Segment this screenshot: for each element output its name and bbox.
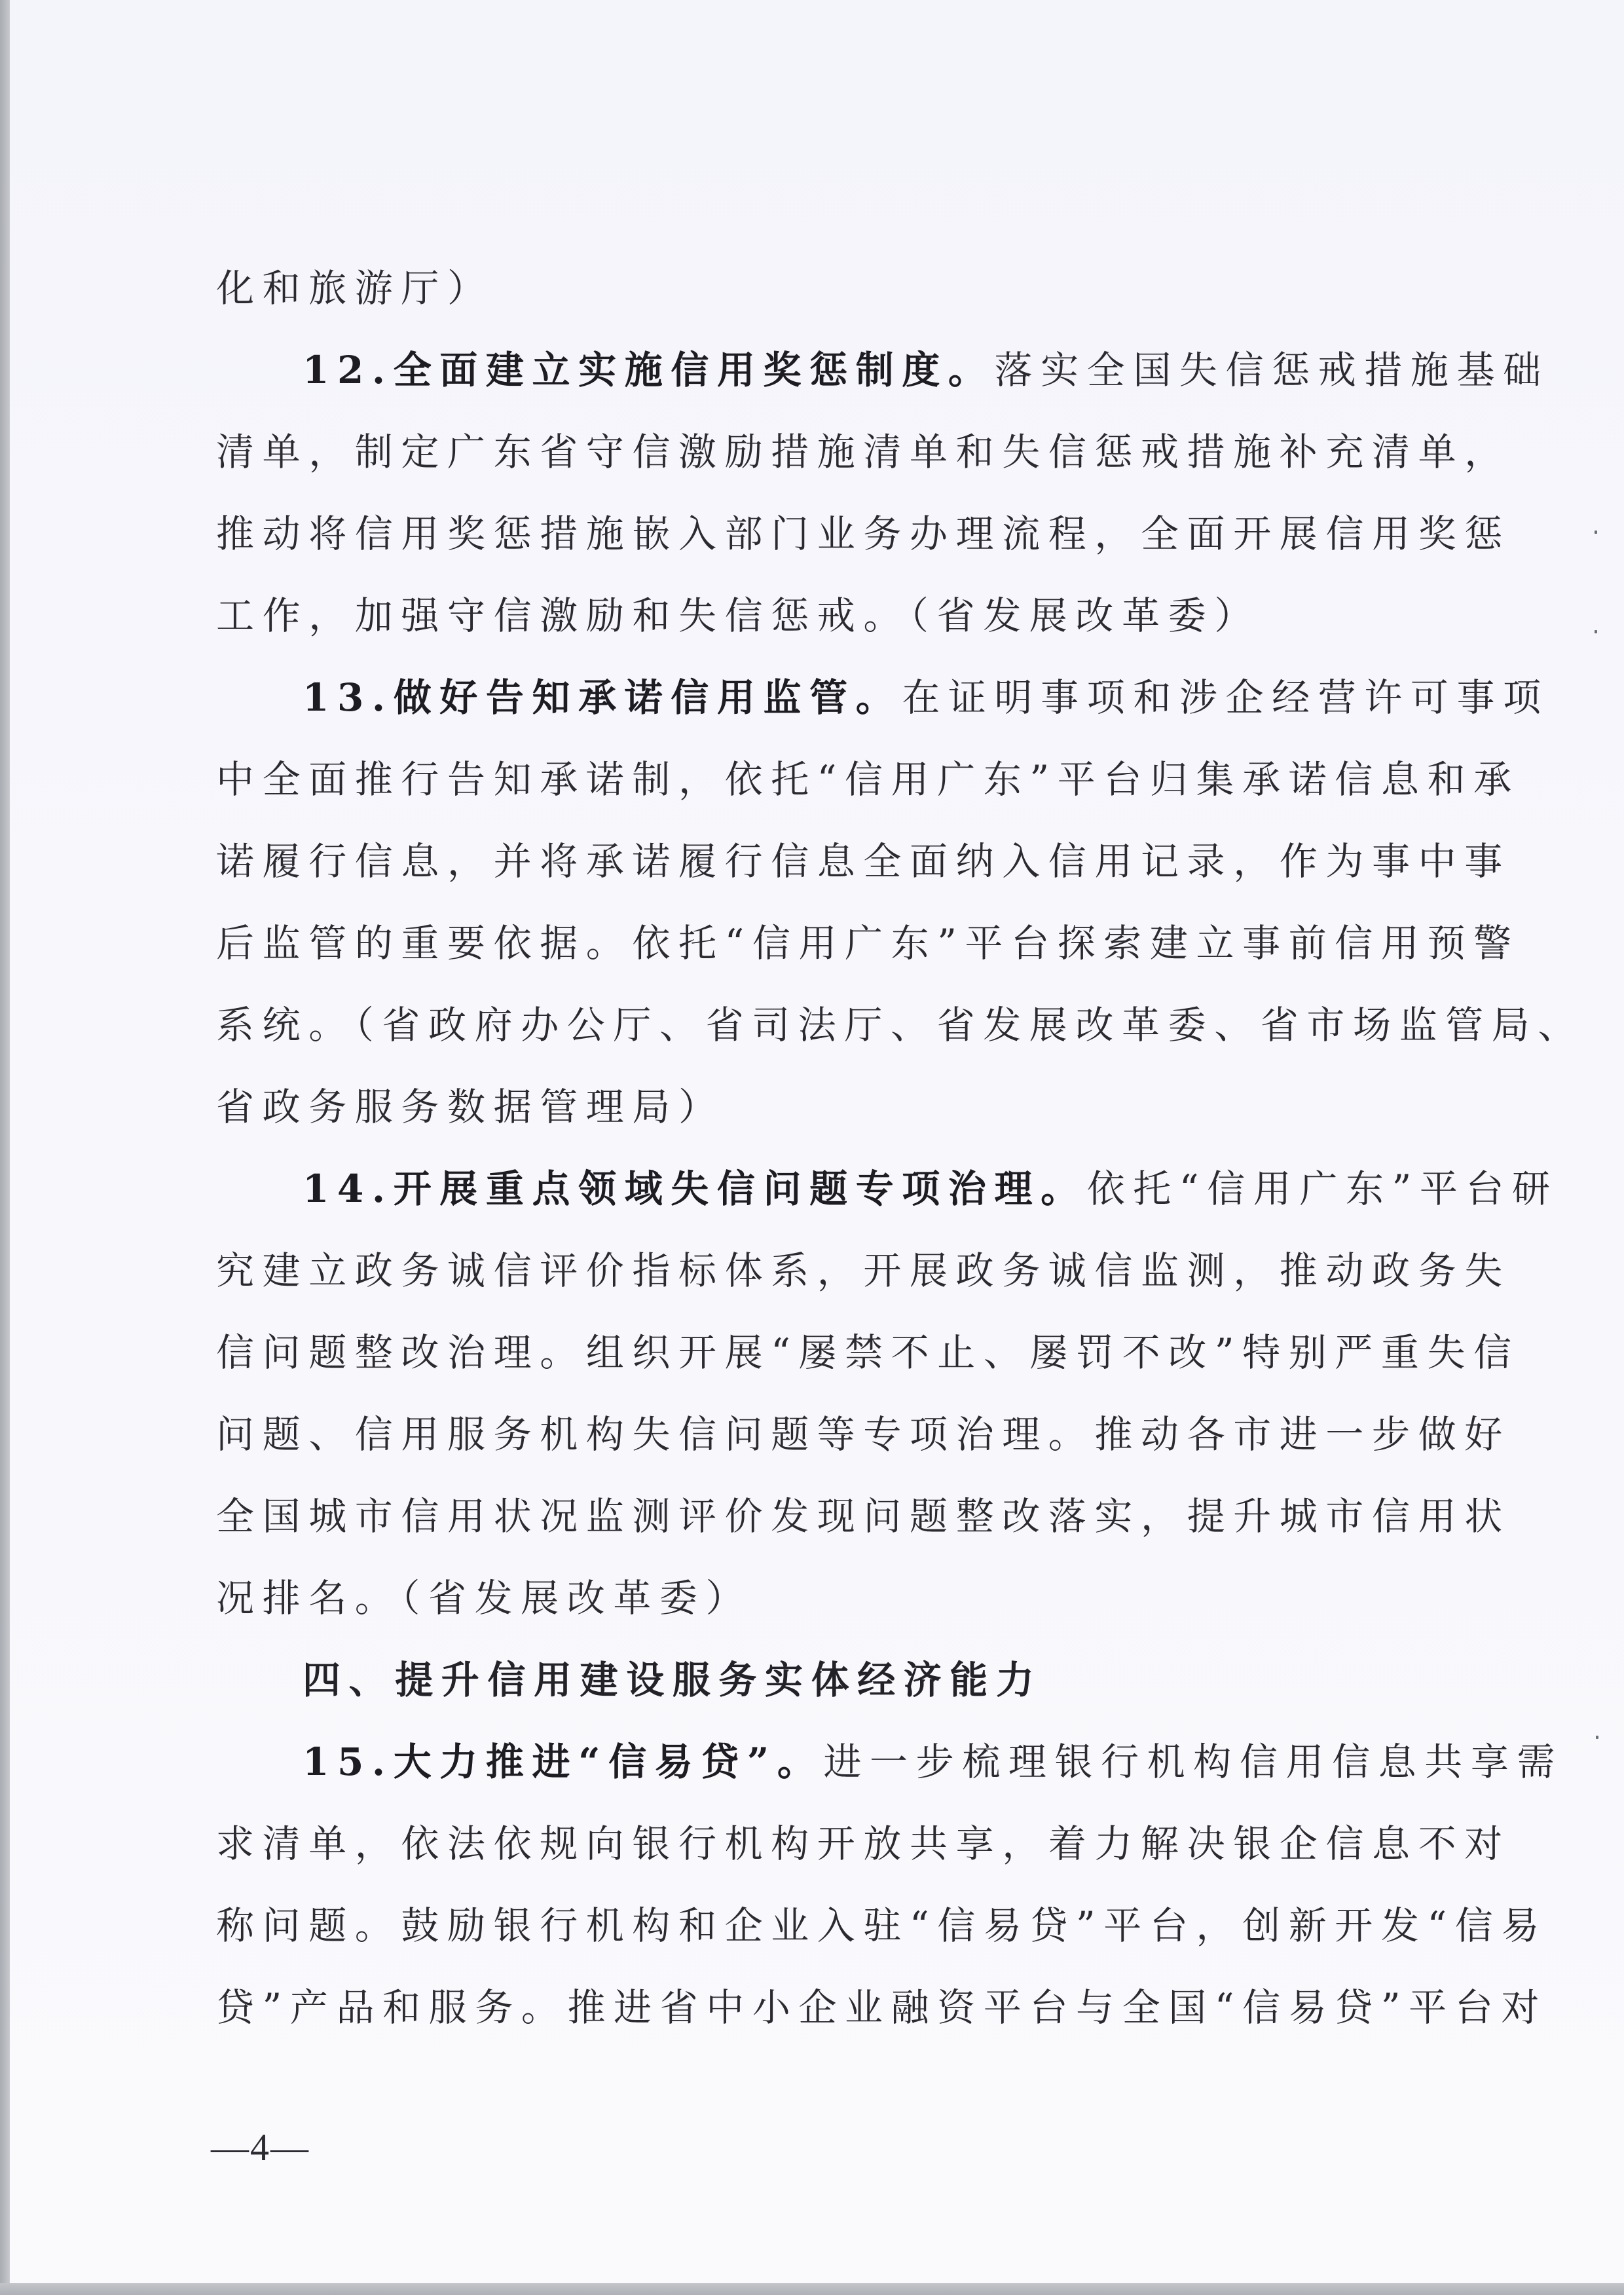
body-text: 依托“信用广东”平台研 bbox=[1086, 1166, 1559, 1211]
body-text: 工作，加强守信激励和失信惩戒。（省发展改革委） bbox=[216, 593, 1261, 638]
body-text: 全国城市信用状况监测评价发现问题整改落实，提升城市信用状 bbox=[216, 1494, 1511, 1539]
body-line bbox=[216, 821, 1511, 903]
item-title: 14.开展重点领域失信问题专项治理。 bbox=[303, 1166, 1087, 1211]
body-line bbox=[216, 1721, 1564, 1803]
body-text: 省政务服务数据管理局） bbox=[216, 1085, 725, 1129]
section-heading: 四、提升信用建设服务实体经济能力 bbox=[303, 1658, 1043, 1702]
body-text: 诺履行信息，并将承诺履行信息全面纳入信用记录，作为事中事 bbox=[216, 839, 1511, 884]
scan-left-edge bbox=[0, 0, 9, 2295]
body-text: 信问题整改治理。组织开展“屡禁不止、屡罚不改”特别严重失信 bbox=[216, 1330, 1520, 1375]
body-line bbox=[216, 1476, 1511, 1558]
body-text: 称问题。鼓励银行机构和企业入驻“信易贷”平台，创新开发“信易 bbox=[216, 1903, 1547, 1948]
body-line bbox=[216, 984, 1585, 1066]
body-line bbox=[216, 248, 1454, 329]
body-line bbox=[216, 903, 1520, 984]
body-text: 中全面推行告知承诺制，依托“信用广东”平台归集承诺信息和承 bbox=[216, 757, 1520, 802]
item-title: 13.做好告知承诺信用监管。 bbox=[303, 675, 902, 720]
document-body bbox=[216, 248, 1585, 2049]
body-text: 贷”产品和服务。推进省中小企业融资平台与全国“信易贷”平台对 bbox=[216, 1985, 1547, 2030]
body-line bbox=[216, 1885, 1547, 1967]
body-line bbox=[216, 1066, 1454, 1148]
body-text: 系统。（省政府办公厅、省司法厅、省发展改革委、省市场监管局、 bbox=[216, 1003, 1585, 1047]
item-title: 15.大力推进“信易贷”。 bbox=[303, 1740, 824, 1784]
body-line bbox=[216, 493, 1511, 575]
scan-bottom-edge bbox=[0, 2283, 1624, 2295]
body-line bbox=[216, 575, 1454, 657]
body-text: 究建立政务诚信评价指标体系，开展政务诚信监测，推动政务失 bbox=[216, 1248, 1511, 1293]
body-line bbox=[216, 1558, 1454, 1639]
body-text: 进一步梳理银行机构信用信息共享需 bbox=[823, 1740, 1564, 1784]
body-text: 况排名。（省发展改革委） bbox=[216, 1576, 752, 1620]
body-line bbox=[216, 411, 1511, 493]
body-text: 后监管的重要依据。依托“信用广东”平台探索建立事前信用预警 bbox=[216, 921, 1520, 965]
body-line bbox=[216, 1803, 1511, 1885]
body-line bbox=[216, 1394, 1511, 1476]
body-line bbox=[216, 1148, 1559, 1230]
body-text: 在证明事项和涉企经营许可事项 bbox=[902, 675, 1549, 720]
body-line bbox=[216, 1967, 1547, 2049]
body-text: 推动将信用奖惩措施嵌入部门业务办理流程，全面开展信用奖惩 bbox=[216, 512, 1511, 556]
body-line bbox=[216, 329, 1549, 411]
body-text: 问题、信用服务机构失信问题等专项治理。推动各市进一步做好 bbox=[216, 1412, 1511, 1457]
body-line bbox=[216, 657, 1549, 739]
body-text: 求清单，依法依规向银行机构开放共享，着力解决银企信息不对 bbox=[216, 1821, 1511, 1866]
body-text: 清单，制定广东省守信激励措施清单和失信惩戒措施补充清单， bbox=[216, 430, 1511, 474]
scan-speck bbox=[1595, 531, 1597, 534]
page-number: —4— bbox=[211, 2126, 310, 2169]
body-text: 落实全国失信惩戒措施基础 bbox=[994, 348, 1549, 392]
scan-speck bbox=[1595, 630, 1597, 633]
scan-speck bbox=[1596, 1736, 1598, 1739]
body-line bbox=[216, 739, 1520, 821]
item-title: 12.全面建立实施信用奖惩制度。 bbox=[303, 348, 995, 392]
body-line bbox=[216, 1230, 1511, 1312]
body-line bbox=[216, 1312, 1520, 1394]
body-text: 化和旅游厅） bbox=[216, 266, 494, 310]
